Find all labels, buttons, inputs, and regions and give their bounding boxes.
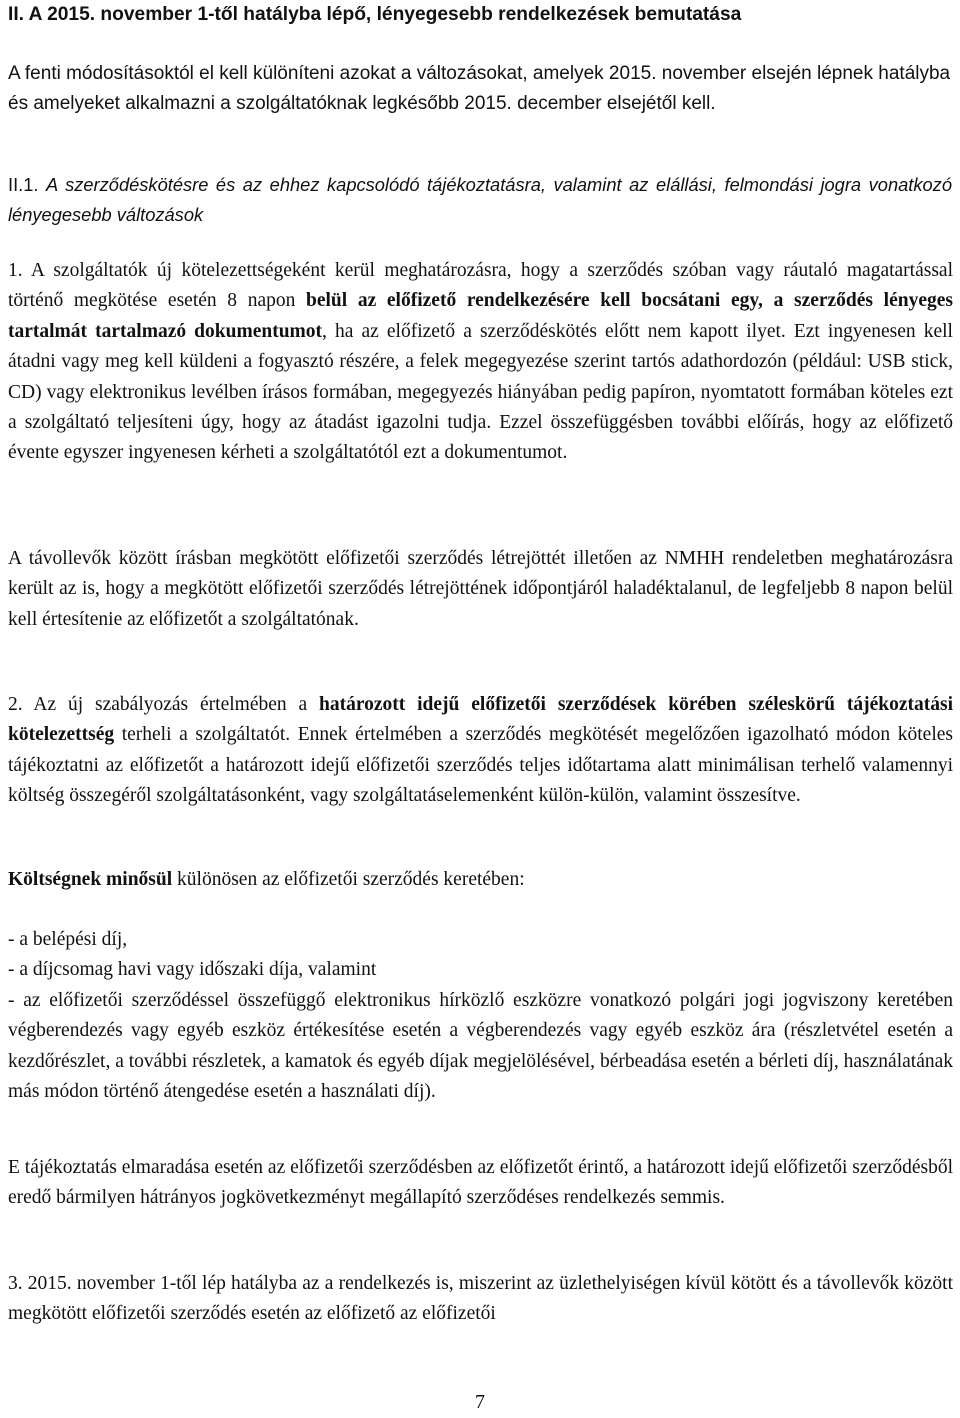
list-item: - a díjcsomag havi vagy időszaki díja, valamint — [8, 959, 377, 981]
paragraph-1-text-b: , ha az előfizető a szerződéskötés előtt nem kapott ilyet. Ezt ingyenesen kell átadni vagy meg kell küldeni a fogyasztó részére, a felek megegyezése szerint tartós adathordozón (például: USB stick, CD) vagy elektronikus levélben írásos formában, megegyezés hiányában pedig papíron, nyomtatott formában köteles ezt a szolgáltató teljesíteni úgy, hogy az átadást igazolni tudja. Ezzel összefüggésben további előírás, hogy az előfizető évente egyszer ingyenesen kérheti a szolgáltatótól ezt a dokumentumot. — [8, 320, 953, 464]
paragraph-1-bold: belül az előfizető rendelkezésére kell bocsátani egy, a szerződés lényeges tartalmát tartalmazó dokumentumot — [8, 290, 953, 342]
list-item: - a belépési díj, — [8, 929, 128, 950]
subsection-heading — [8, 170, 952, 230]
subsection-title: A szerződéskötésre és az ehhez kapcsolódó tájékoztatásra, valamint az elállási, felmondási jogra vonatkozó lényegesebb változások — [8, 174, 952, 225]
section-title: II. A 2015. november 1-től hatályba lépő, lényegesebb rendelkezések bemutatása — [8, 4, 742, 25]
intro-paragraph: A fenti módosításoktól el kell különíteni azokat a változásokat, amelyek 2015. november elsején lépnek hatályba és amelyeket alkalmazni a szolgáltatóknak legkésőbb 2015. december elsejétől kell. — [8, 63, 951, 114]
costs-heading-rest: különösen az előfizetői szerződés keretében: — [172, 869, 525, 890]
cost-list — [8, 925, 953, 1107]
costs-heading — [8, 865, 953, 895]
subsection-number: II.1. — [8, 174, 39, 195]
costs-heading-bold: Költségnek minősül — [8, 869, 173, 890]
paragraph-2-text-a: 2. Az új szabályozás értelmében a — [8, 694, 319, 715]
paragraph-1 — [8, 256, 953, 469]
paragraph-3: 3. 2015. november 1-től lép hatályba az a rendelkezés is, miszerint az üzlethelyiségen kívül kötött és a távollevők között megkötött előfizetői szerződés esetén az előfizető az előfizetői — [8, 1273, 953, 1325]
paragraph-distance-contracts: A távollevők között írásban megkötött előfizetői szerződés létrejöttét illetően az NMHH rendeletben meghatározásra került az is, hogy a megkötött előfizetői szerződés létrejöttének időpontjáról haladéktalanul, de legfeljebb 8 napon belül kell értesítenie az előfizetőt a szolgáltatónak. — [8, 548, 953, 630]
paragraph-1-text-a: 1. A szolgáltatók új kötelezettségeként kerül meghatározásra, hogy a szerződés szóban vagy ráutaló magatartással történő megkötése esetén 8 napon — [8, 260, 953, 312]
paragraph-2-text-b: terheli a szolgáltatót. Ennek értelmében a szerződés megkötését megelőzően igazolható módon köteles tájékoztatni az előfizetőt a határozott idejű előfizetői szerződés teljes időtartama alatt minimálisan terhelő valamennyi költség összegéről szolgáltatásonként, vagy szolgáltatáselemenként külön-külön, valamint összesítve. — [8, 724, 953, 807]
paragraph-2-bold: határozott idejű előfizetői szerződések körében széleskörű tájékoztatási kötelezettség — [8, 694, 953, 746]
page-number: 7 — [475, 1391, 485, 1413]
list-item: - az előfizetői szerződéssel összefüggő elektronikus hírközlő eszközre vonatkozó polgári jogi jogviszony keretében végberendezés vagy egyéb eszköz értékesítése esetén a végberendezés vagy egyéb eszköz ára (részletvétel esetén a kezdőrészlet, a további részletek, a kamatok és egyéb díjak megjelölésével, bérbeadása esetén a bérleti díj, használatának más módon történő átengedése esetén a használati díj). — [8, 989, 953, 1103]
paragraph-void-provision: E tájékoztatás elmaradása esetén az előfizetői szerződésben az előfizetőt érintő, a határozott idejű előfizetői szerződésből eredő bármilyen hátrányos jogkövetkezményt megállapító szerződéses rendelkezés semmis. — [8, 1157, 953, 1209]
paragraph-2 — [8, 690, 953, 812]
